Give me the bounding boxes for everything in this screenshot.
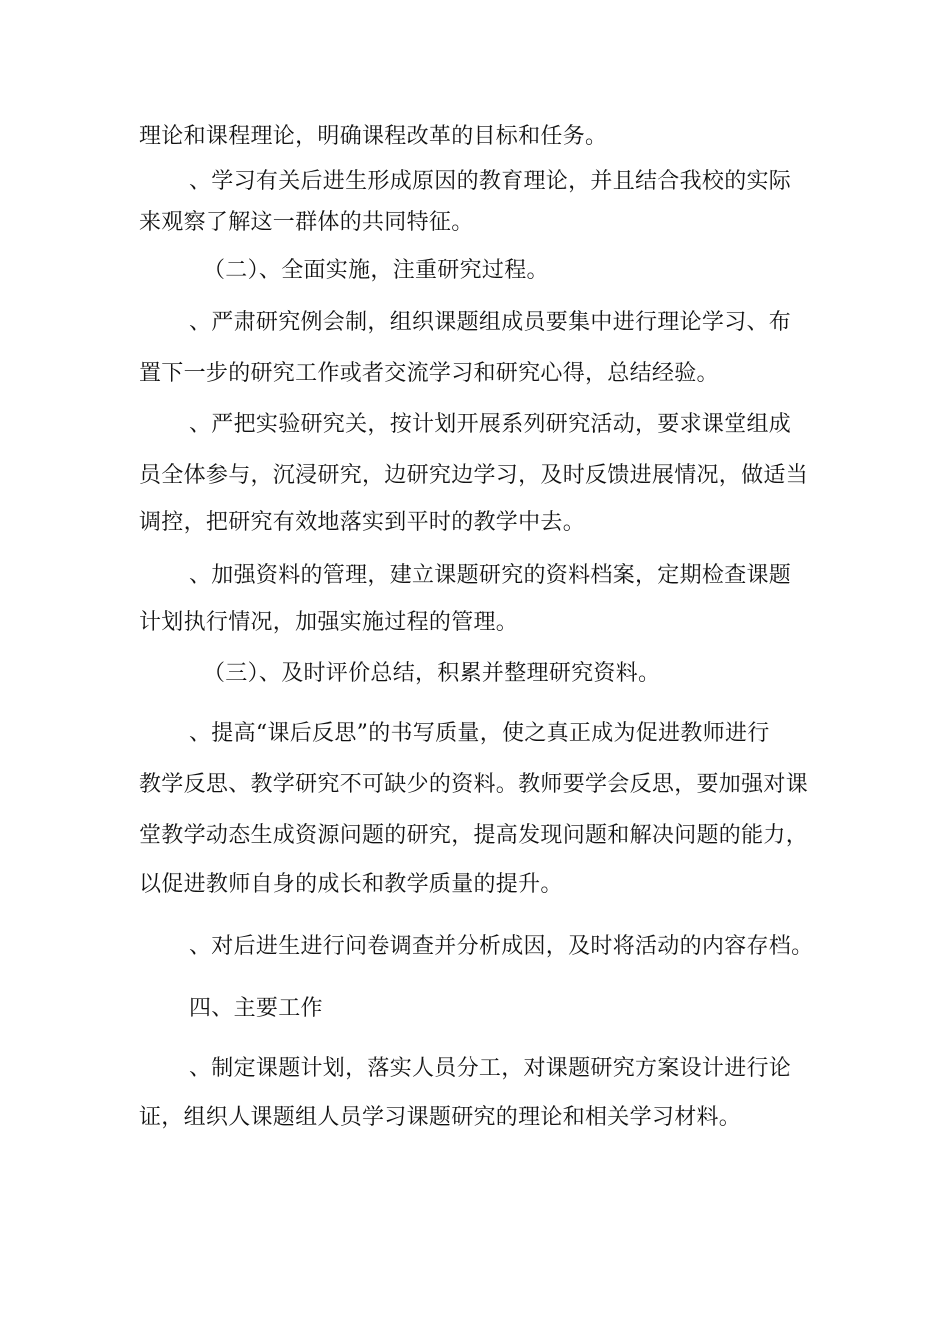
text-line: 置下一步的研究工作或者交流学习和研究心得，总结经验。 bbox=[139, 361, 719, 386]
text-line: 理论和课程理论，明确课程改革的目标和任务。 bbox=[139, 124, 608, 149]
text-line: 、严肃研究例会制，组织课题组成员要集中进行理论学习、布 bbox=[189, 310, 792, 335]
text-line: 计划执行情况，加强实施过程的管理。 bbox=[139, 610, 519, 635]
text-line: 、加强资料的管理，建立课题研究的资料档案，定期检查课题 bbox=[189, 563, 792, 588]
text-line: 堂教学动态生成资源问题的研究，提高发现问题和解决问题的能力， bbox=[139, 823, 809, 848]
text-line: 调控，把研究有效地落实到平时的教学中去。 bbox=[139, 510, 586, 535]
text-line: 、对后进生进行问卷调查并分析成因，及时将活动的内容存档。 bbox=[189, 934, 814, 959]
text-line: 、提高“课后反思”的书写质量，使之真正成为促进教师进行 bbox=[189, 721, 770, 746]
section-heading: （二）、全面实施，注重研究过程。 bbox=[203, 258, 549, 283]
section-heading: （三）、及时评价总结，积累并整理研究资料。 bbox=[203, 661, 661, 686]
text-line: 员全体参与，沉浸研究，边研究边学习，及时反馈进展情况，做适当 bbox=[139, 463, 809, 488]
section-heading: 四、主要工作 bbox=[189, 996, 323, 1021]
text-line: 、学习有关后进生形成原因的教育理论，并且结合我校的实际 bbox=[189, 169, 792, 194]
text-line: 、严把实验研究关，按计划开展系列研究活动，要求课堂组成 bbox=[189, 412, 792, 437]
text-line: 证，组织人课题组人员学习课题研究的理论和相关学习材料。 bbox=[139, 1105, 742, 1130]
text-line: 、制定课题计划，落实人员分工，对课题研究方案设计进行论 bbox=[189, 1056, 792, 1081]
text-line: 来观察了解这一群体的共同特征。 bbox=[139, 210, 474, 235]
text-line: 教学反思、教学研究不可缺少的资料。教师要学会反思，要加强对课 bbox=[139, 772, 809, 797]
text-line: 以促进教师自身的成长和教学质量的提升。 bbox=[139, 872, 563, 897]
